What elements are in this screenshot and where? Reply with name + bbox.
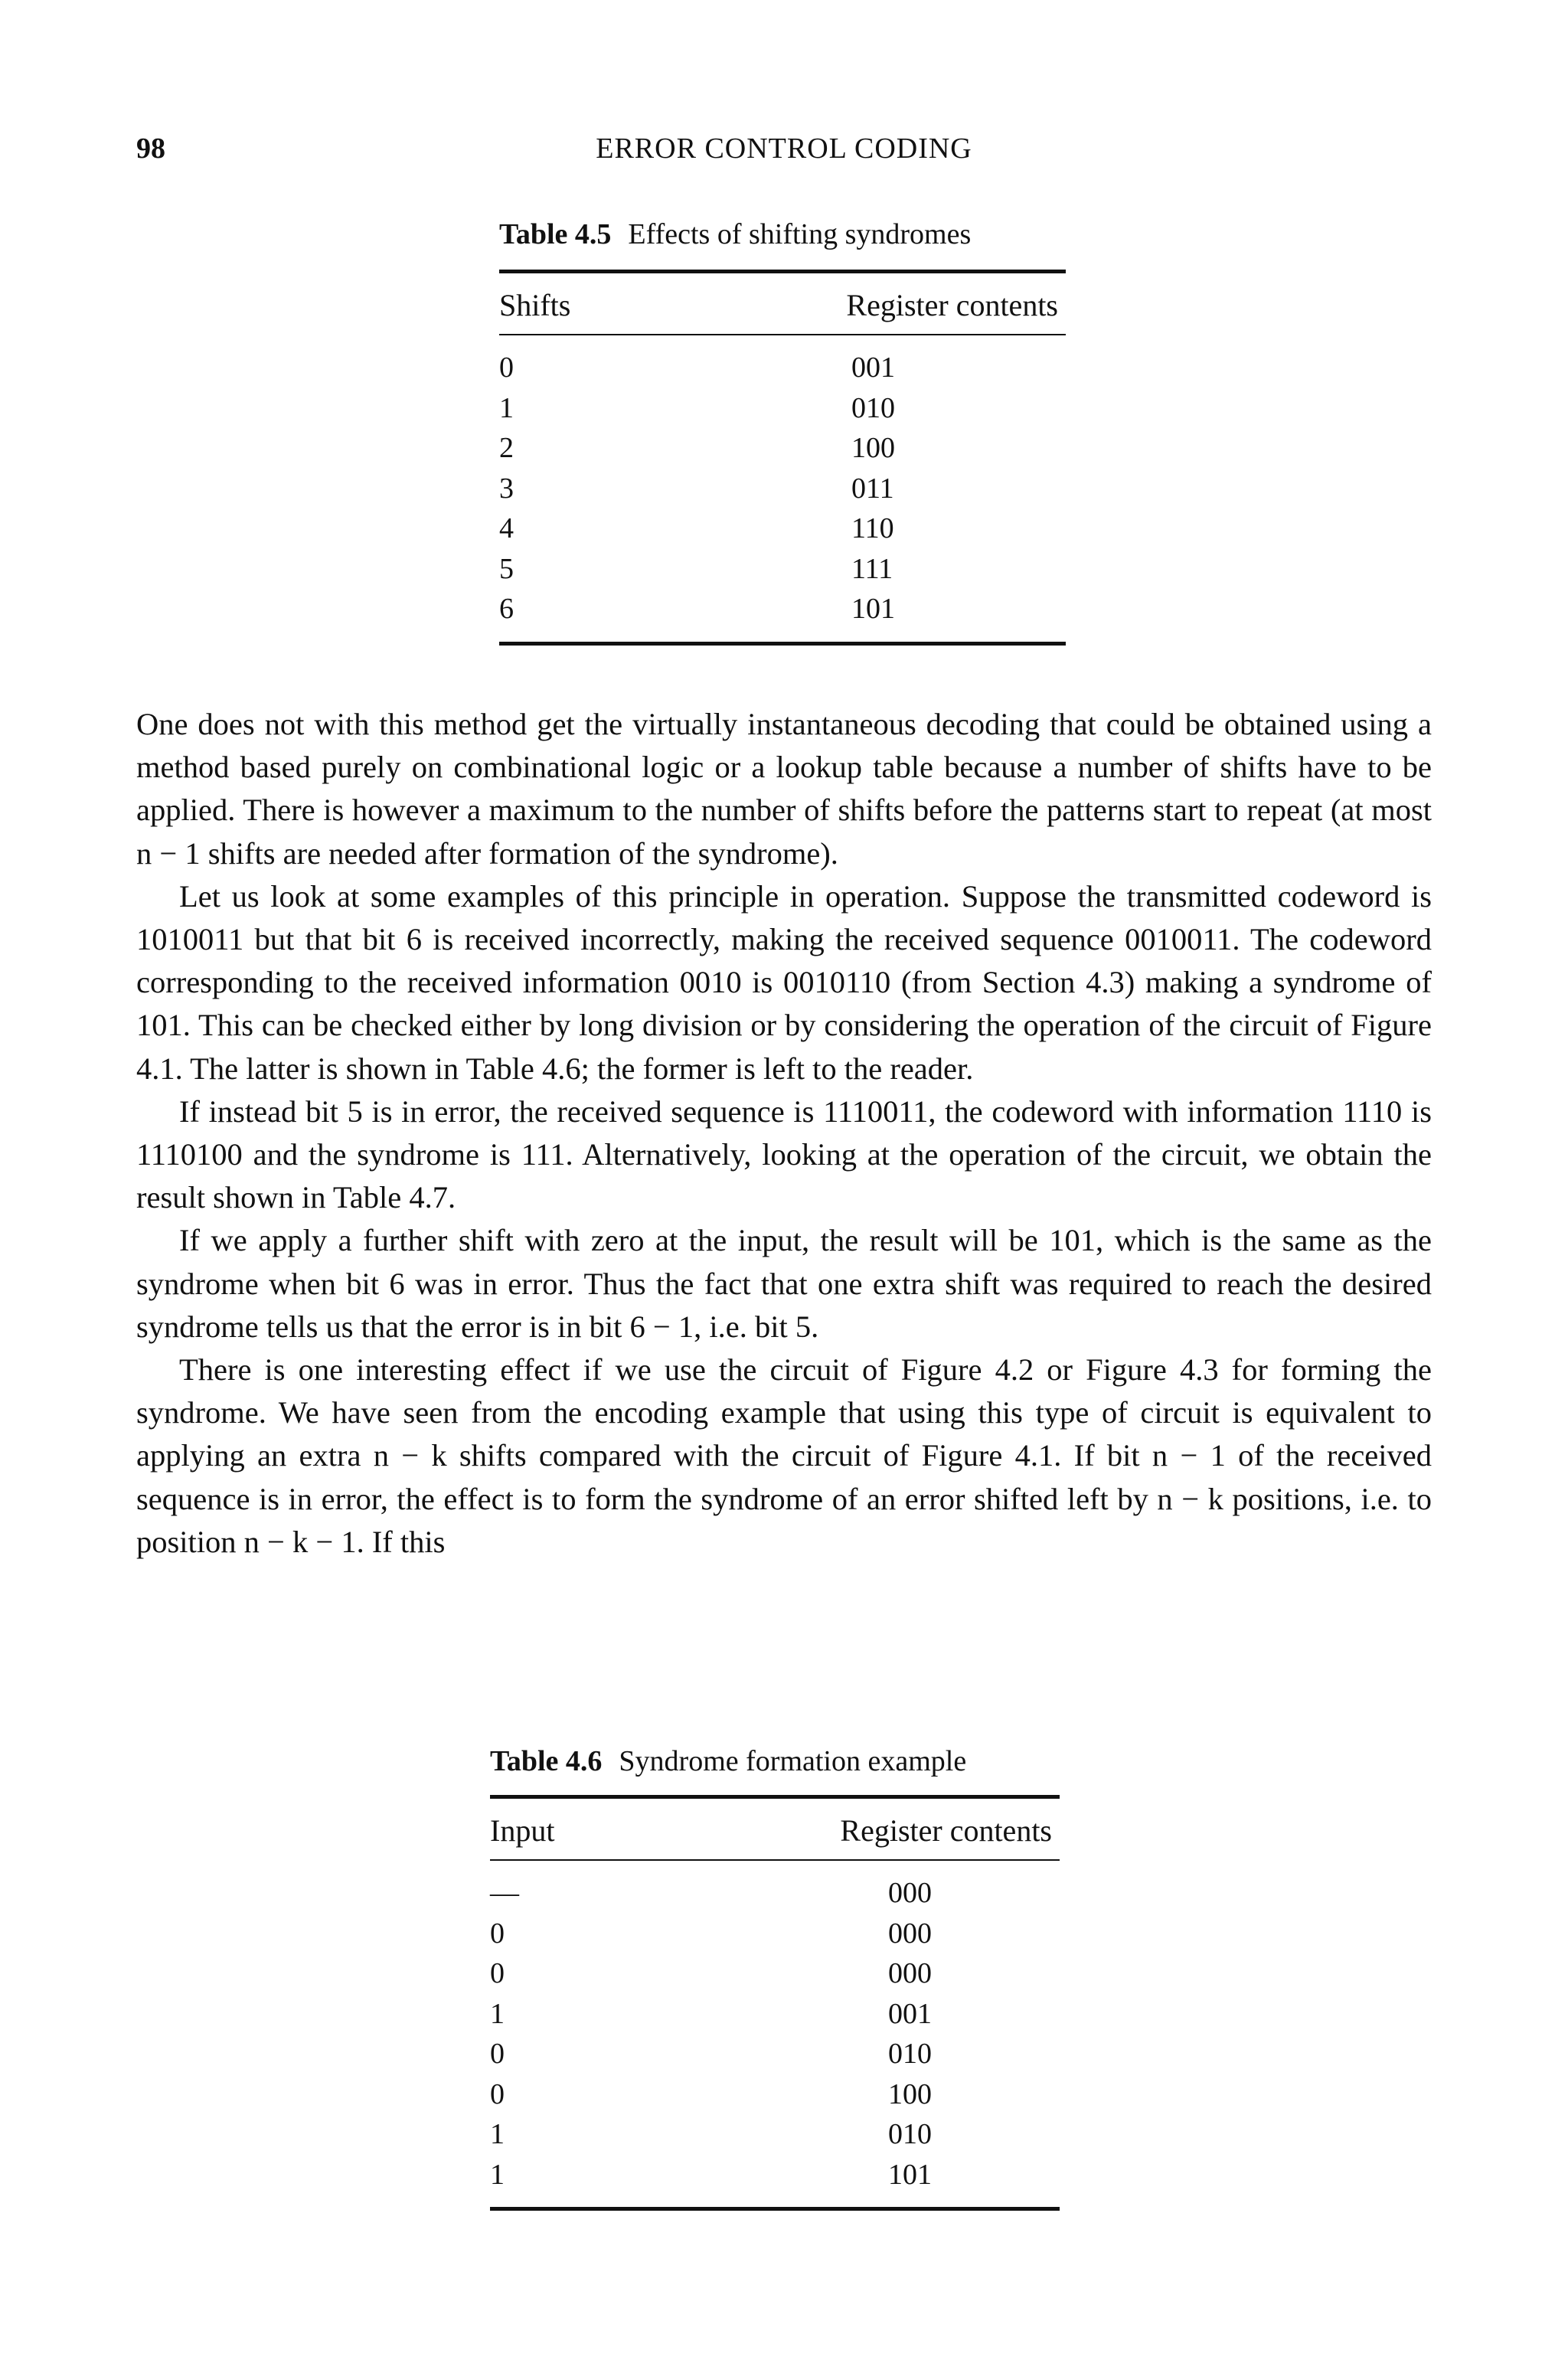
table-header-row	[499, 273, 1066, 334]
table-row	[490, 2074, 1060, 2115]
table-cell: 0	[490, 1917, 505, 1950]
paragraph: There is one interesting effect if we use the circuit of Figure 4.2 or Figure 4.3 for forming the syndrome. We have seen from the encoding example that using this type of circuit is equivalent to applying an extra n − k shifts compared with the circuit of Figure 4.1. If bit n − 1 of the received sequence is in error, the effect is to form the syndrome of an error shifted left by n − k positions, i.e. to position n − k − 1. If this	[136, 1352, 1432, 1559]
table-header-row	[490, 1799, 1060, 1859]
table-cell: 100	[851, 432, 895, 464]
table-caption-number: Table 4.5	[499, 218, 612, 250]
paragraph: One does not with this method get the virtually instantaneous decoding that could be obtained using a method based purely on combinational logic or a lookup table because a number of shifts have to be applied. There is however a maximum to the number of shifts before the patterns start to repeat (at most n − 1 shifts are needed after formation of the syndrome).	[136, 707, 1432, 871]
table-row	[490, 2114, 1060, 2155]
table-row	[499, 508, 1066, 549]
column-header: Register contents	[846, 288, 1058, 322]
table-cell: 1	[490, 2118, 505, 2150]
table-cell: 3	[499, 472, 514, 505]
table-bottom-rule	[490, 2207, 1060, 2211]
table-caption-text: Effects of shifting syndromes	[628, 218, 972, 250]
table-cell: 0	[499, 351, 514, 384]
table-row	[499, 589, 1066, 629]
table-cell: 000	[888, 1917, 932, 1950]
table-cell: 1	[490, 2158, 505, 2191]
table-cell: 1	[490, 1997, 505, 2030]
body-text	[136, 703, 1432, 1564]
table-cell: 101	[851, 593, 895, 625]
table-row	[490, 1953, 1060, 1994]
table-cell: 0	[490, 2038, 505, 2070]
table-cell: 010	[888, 2038, 932, 2070]
table-row	[499, 428, 1066, 469]
table-row	[499, 549, 1066, 590]
table-cell: 1	[499, 391, 514, 424]
table-cell: 2	[499, 432, 514, 464]
column-header: Register contents	[840, 1813, 1052, 1848]
table-cell: 0	[490, 1957, 505, 1989]
table-cell: —	[490, 1877, 519, 1909]
table-caption-text: Syndrome formation example	[619, 1745, 967, 1777]
paragraph: Let us look at some examples of this principle in operation. Suppose the transmitted codeword is 1010011 but that bit 6 is received incorrectly, making the received sequence 0010011. The codeword corresponding to the received information 0010 is 0010110 (from Section 4.3) making a syndrome of 101. This can be checked either by long division or by considering the operation of the circuit of Figure 4.1. The latter is shown in Table 4.6; the former is left to the reader.	[136, 878, 1432, 1086]
table-4-6	[490, 1744, 1060, 2211]
table-cell: 001	[851, 351, 895, 384]
table-cell: 101	[888, 2158, 932, 2191]
table-row	[490, 1914, 1060, 1954]
table-row	[490, 2155, 1060, 2195]
table-cell: 001	[888, 1997, 932, 2030]
table-cell: 110	[851, 512, 894, 544]
table-row	[490, 1873, 1060, 1914]
paragraph: If instead bit 5 is in error, the received sequence is 1110011, the codeword with information 1110 is 1110100 and the syndrome is 111. Alternatively, looking at the operation of the circuit, we obtain the result shown in Table 4.7.	[136, 1093, 1432, 1215]
running-head: ERROR CONTROL CODING	[596, 132, 972, 165]
table-row	[499, 348, 1066, 388]
table-row	[499, 388, 1066, 429]
column-header: Input	[490, 1813, 555, 1848]
table-caption	[490, 1744, 1060, 1778]
table-cell: 5	[499, 552, 514, 585]
paragraph: If we apply a further shift with zero at the input, the result will be 101, which is the same as the syndrome when bit 6 was in error. Thus the fact that one extra shift was required to reach the desired syndrome tells us that the error is in bit 6 − 1, i.e. bit 5.	[136, 1223, 1432, 1344]
table-cell: 000	[888, 1957, 932, 1989]
table-cell: 000	[888, 1877, 932, 1909]
table-cell: 0	[490, 2077, 505, 2110]
table-cell: 011	[851, 472, 894, 505]
table-cell: 4	[499, 512, 514, 544]
table-4-5	[499, 217, 1066, 646]
page-number: 98	[136, 132, 165, 165]
table-body	[499, 335, 1066, 642]
table-row	[490, 2034, 1060, 2074]
table-bottom-rule	[499, 642, 1066, 646]
page-header	[0, 132, 1568, 170]
table-cell: 6	[499, 593, 514, 625]
table-body	[490, 1861, 1060, 2207]
table-cell: 010	[888, 2118, 932, 2150]
table-caption-number: Table 4.6	[490, 1745, 603, 1777]
table-caption	[499, 217, 1066, 251]
table-row	[499, 469, 1066, 509]
table-cell: 010	[851, 391, 895, 424]
table-cell: 100	[888, 2077, 932, 2110]
column-header: Shifts	[499, 288, 571, 322]
table-cell: 111	[851, 552, 893, 585]
table-row	[490, 1994, 1060, 2035]
